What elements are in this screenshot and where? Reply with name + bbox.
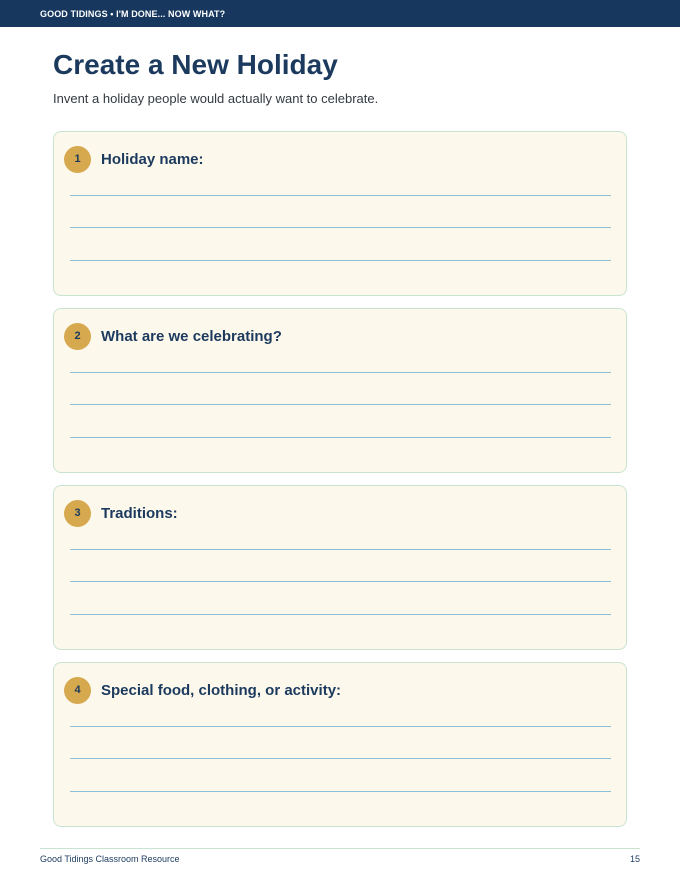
page-title: Create a New Holiday bbox=[53, 49, 338, 80]
header-bar bbox=[0, 0, 680, 27]
prompt-label: Traditions: bbox=[101, 505, 178, 522]
prompt-card-4 bbox=[53, 662, 627, 827]
prompt-label: Holiday name: bbox=[101, 151, 204, 168]
prompt-card-3 bbox=[53, 485, 627, 650]
prompt-card-2 bbox=[53, 308, 627, 473]
writing-line bbox=[70, 614, 611, 615]
writing-line bbox=[70, 404, 611, 405]
header-text: GOOD TIDINGS • I'M DONE... NOW WHAT? bbox=[40, 9, 226, 19]
writing-line bbox=[70, 726, 611, 727]
prompt-number-badge: 2 bbox=[64, 323, 91, 350]
footer-divider bbox=[40, 848, 640, 849]
writing-line bbox=[70, 437, 611, 438]
prompt-label: What are we celebrating? bbox=[101, 328, 282, 345]
prompt-number-badge: 1 bbox=[64, 146, 91, 173]
writing-line bbox=[70, 549, 611, 550]
prompt-number-badge: 3 bbox=[64, 500, 91, 527]
writing-line bbox=[70, 260, 611, 261]
footer-source: Good Tidings Classroom Resource bbox=[40, 854, 180, 864]
page-subtitle: Invent a holiday people would actually want to celebrate. bbox=[53, 91, 379, 106]
writing-line bbox=[70, 791, 611, 792]
writing-line bbox=[70, 227, 611, 228]
writing-line bbox=[70, 195, 611, 196]
writing-line bbox=[70, 581, 611, 582]
prompt-label: Special food, clothing, or activity: bbox=[101, 682, 342, 699]
prompt-number-badge: 4 bbox=[64, 677, 91, 704]
writing-line bbox=[70, 372, 611, 373]
writing-line bbox=[70, 758, 611, 759]
prompt-card-1 bbox=[53, 131, 627, 296]
footer-page-number: 15 bbox=[629, 854, 640, 864]
